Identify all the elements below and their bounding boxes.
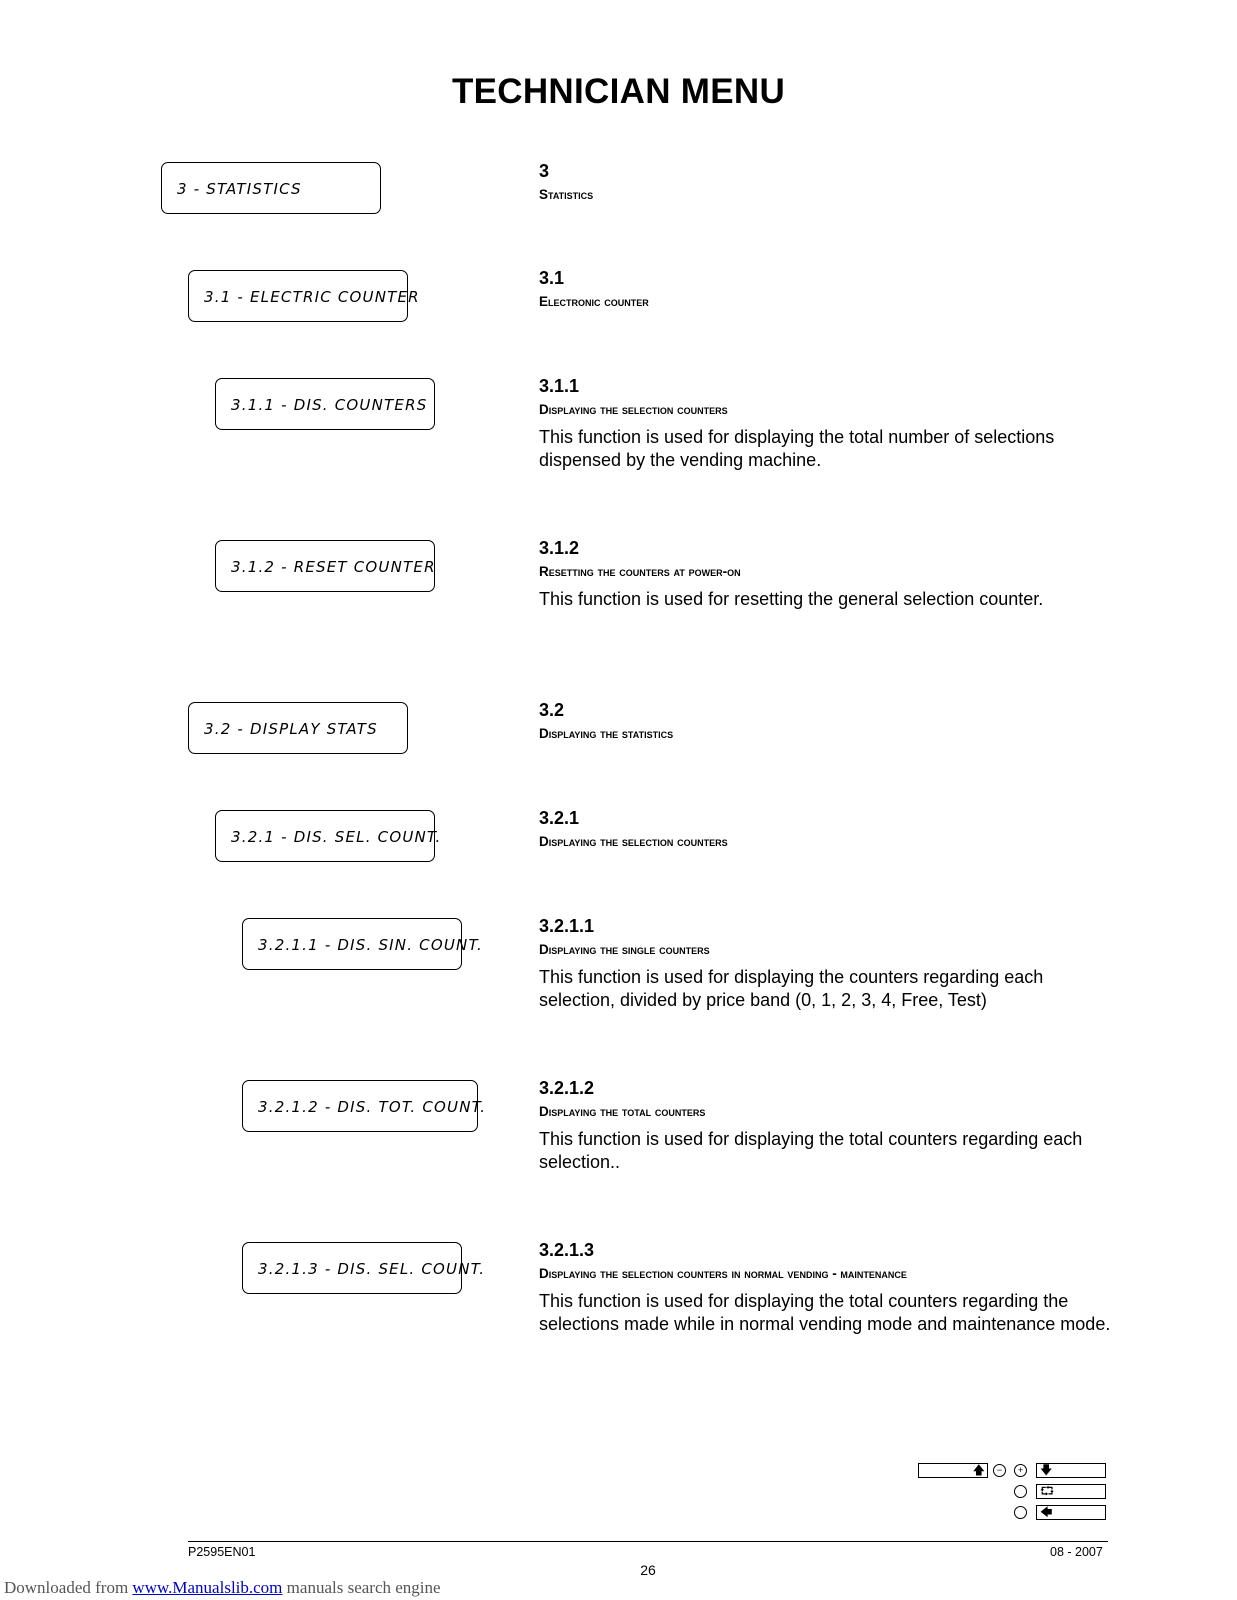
lcd-text: 3.1.1 - DIS. COUNTERS — [231, 396, 428, 414]
section-heading: Displaying the selection counters in normal vending - maintenance — [539, 1266, 907, 1281]
lcd-display-dis-sin-count — [242, 918, 483, 970]
section-3-1-1 — [539, 374, 1119, 472]
section-description: This function is used for displaying the total counters regarding the selections made while in normal vending mode and maintenance mode. — [539, 1291, 1111, 1334]
manualslib-link[interactable]: www.Manualslib.com — [132, 1578, 283, 1597]
lcd-display-dis-sel-count — [215, 810, 442, 862]
lcd-text: 3.1.2 - RESET COUNTER — [231, 558, 436, 576]
arrow-up-icon: 🡅 — [972, 1463, 985, 1477]
watermark-suffix: manuals search engine — [282, 1578, 441, 1597]
lcd-display-display-stats — [188, 702, 408, 754]
lcd-text: 3.2.1.2 - DIS. TOT. COUNT. — [258, 1098, 487, 1116]
lcd-text: 3.2.1 - DIS. SEL. COUNT. — [231, 828, 442, 846]
footer-divider — [188, 1541, 1108, 1542]
section-heading: Resetting the counters at power-on — [539, 564, 741, 579]
section-number: 3.2.1 — [539, 808, 580, 828]
circle-icon — [1014, 1485, 1027, 1498]
download-watermark — [4, 1578, 441, 1598]
page-number: 26 — [640, 1562, 656, 1578]
section-3-2-1-2 — [539, 1076, 1119, 1174]
section-3-2-1-1 — [539, 914, 1119, 1012]
watermark-prefix: Downloaded from — [4, 1578, 133, 1597]
section-number: 3.2.1.1 — [539, 916, 595, 936]
page-title: TECHNICIAN MENU — [451, 72, 786, 111]
section-3-2 — [539, 698, 1119, 746]
lcd-display-reset-counter — [215, 540, 435, 592]
lcd-display-dis-sel-count-maintenance — [242, 1242, 486, 1294]
section-number: 3.2 — [539, 700, 565, 720]
section-number: 3.1 — [539, 268, 565, 288]
plus-button-icon: + — [1014, 1464, 1027, 1477]
section-heading: Displaying the single counters — [539, 942, 710, 957]
section-3-1 — [539, 266, 1119, 314]
lcd-display-dis-counters — [215, 378, 435, 430]
section-description: This function is used for displaying the counters regarding each selection, divided by price band (0, 1, 2, 3, 4, Free, Test) — [539, 967, 1044, 1010]
section-heading: Displaying the selection counters — [539, 402, 728, 417]
lcd-text: 3.1 - ELECTRIC COUNTER — [204, 288, 420, 306]
up-key-bar — [918, 1463, 988, 1478]
section-3-1-2 — [539, 536, 1119, 611]
section-number: 3.2.1.2 — [539, 1078, 595, 1098]
section-number: 3.1.1 — [539, 376, 580, 396]
arrow-down-icon: 🡇 — [1040, 1463, 1053, 1477]
down-key-bar — [1036, 1463, 1106, 1478]
section-heading: Displaying the total counters — [539, 1104, 706, 1119]
section-heading: Electronic counter — [539, 294, 649, 309]
section-number: 3.2.1.3 — [539, 1240, 595, 1260]
navigation-key-legend — [918, 1463, 1108, 1523]
enter-arrow-icon: ⮔ — [1040, 1484, 1055, 1498]
section-heading: Displaying the statistics — [539, 726, 674, 741]
lcd-display-dis-tot-count — [242, 1080, 487, 1132]
minus-button-icon: − — [993, 1464, 1006, 1477]
lcd-display-statistics — [161, 162, 381, 214]
lcd-display-electric-counter — [188, 270, 420, 322]
section-3-2-1-3 — [539, 1238, 1119, 1336]
section-3-2-1 — [539, 806, 1119, 854]
enter-key-bar — [1036, 1484, 1106, 1499]
section-heading: Statistics — [539, 187, 594, 202]
document-code: P2595EN01 — [188, 1545, 256, 1559]
section-description: This function is used for resetting the general selection counter. — [539, 589, 1044, 609]
circle-icon — [1014, 1506, 1027, 1519]
section-description: This function is used for displaying the total counters regarding each selection.. — [539, 1129, 1083, 1172]
section-heading: Displaying the selection counters — [539, 834, 728, 849]
footer-date: 08 - 2007 — [1050, 1545, 1103, 1559]
lcd-text: 3 - STATISTICS — [177, 180, 302, 198]
section-number: 3 — [539, 161, 550, 181]
section-number: 3.1.2 — [539, 538, 580, 558]
lcd-text: 3.2.1.1 - DIS. SIN. COUNT. — [258, 936, 483, 954]
lcd-text: 3.2 - DISPLAY STATS — [204, 720, 378, 738]
back-key-bar — [1036, 1505, 1106, 1520]
arrow-left-icon: 🡄 — [1040, 1505, 1053, 1519]
section-description: This function is used for displaying the total number of selections dispensed by the vending machine. — [539, 427, 1055, 470]
lcd-text: 3.2.1.3 - DIS. SEL. COUNT. — [258, 1260, 486, 1278]
section-3 — [539, 159, 1119, 207]
